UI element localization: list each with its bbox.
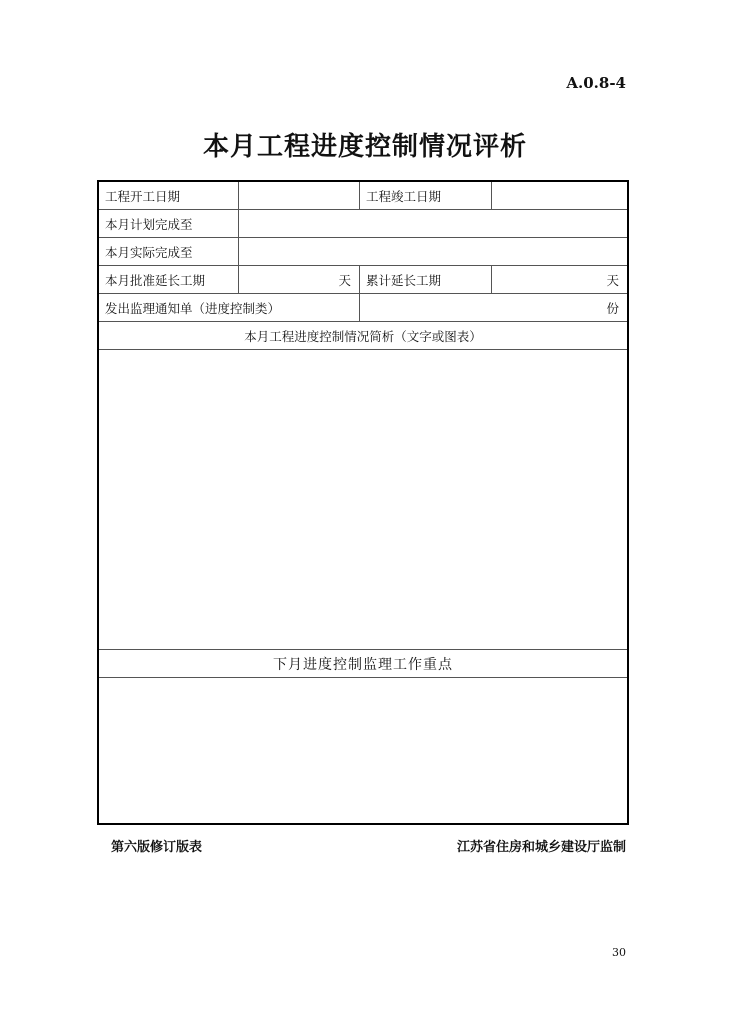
approved-ext-label: 本月批准延长工期 xyxy=(105,272,206,288)
planned-field[interactable] xyxy=(238,210,627,237)
row-analysis-header xyxy=(99,322,627,350)
day-unit: 天 xyxy=(338,272,351,288)
row-dates xyxy=(99,182,627,210)
page-title: 本月工程进度控制情况评析 xyxy=(202,132,527,162)
actual-field[interactable] xyxy=(238,238,627,265)
row-extensions xyxy=(99,266,627,294)
row-next-month-header xyxy=(99,650,627,678)
page-number: 30 xyxy=(612,946,626,959)
authority-note: 江苏省住房和城乡建设厅监制 xyxy=(456,840,626,855)
start-date-label: 工程开工日期 xyxy=(105,188,181,204)
notice-count-field[interactable] xyxy=(359,294,627,321)
actual-label: 本月实际完成至 xyxy=(105,244,193,260)
analysis-header: 本月工程进度控制情况简析（文字或图表） xyxy=(244,328,482,344)
cumulative-ext-label: 累计延长工期 xyxy=(359,266,491,293)
row-notices xyxy=(99,294,627,322)
planned-label: 本月计划完成至 xyxy=(105,216,193,232)
form-code: A.0.8-4 xyxy=(566,74,626,92)
next-month-body[interactable] xyxy=(99,678,627,823)
cumulative-ext-field[interactable] xyxy=(491,266,627,293)
end-date-field[interactable] xyxy=(491,182,627,209)
end-date-label: 工程竣工日期 xyxy=(359,182,491,209)
edition-note: 第六版修订版表 xyxy=(111,840,203,855)
day-unit: 天 xyxy=(606,272,619,288)
start-date-field[interactable] xyxy=(238,182,359,209)
approved-ext-field[interactable] xyxy=(238,266,359,293)
row-actual xyxy=(99,238,627,266)
copy-unit: 份 xyxy=(606,300,619,316)
row-planned xyxy=(99,210,627,238)
progress-form-table xyxy=(97,180,629,825)
notice-label: 发出监理通知单（进度控制类） xyxy=(105,300,281,316)
analysis-body[interactable] xyxy=(99,350,627,650)
next-month-header: 下月进度控制监理工作重点 xyxy=(273,656,453,673)
